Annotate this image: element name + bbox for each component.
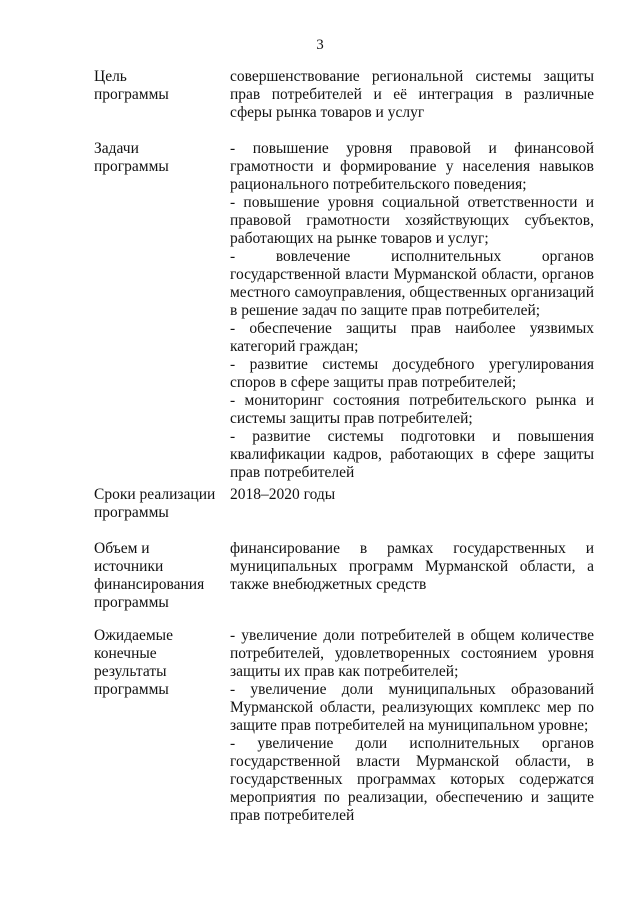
row-label-line: программы bbox=[94, 594, 169, 611]
list-item: - вовлечение исполнительных органов государственной власти Мурманской области, органов местного самоуправления, общественных организаций в решение задач по защите прав потребителей; bbox=[230, 248, 594, 319]
list-item: - развитие системы подготовки и повышения квалификации кадров, работающих в сфере защиты прав потребителей bbox=[230, 428, 594, 481]
row-label-line: программы bbox=[94, 86, 169, 103]
row-label-line: программы bbox=[94, 681, 169, 698]
row-label-line: Задачи bbox=[94, 140, 139, 157]
row-label-line: финансирования bbox=[94, 576, 205, 593]
row-label-line: программы bbox=[94, 158, 169, 175]
row-text: финансирование в рамках государственных и муниципальных программ Мурманской области, а также внебюджетных средств bbox=[230, 540, 594, 593]
list-item: - увеличение доли потребителей в общем количестве потребителей, удовлетворенных состоянием уровня защиты их прав как потребителей; bbox=[230, 627, 594, 680]
row-label-line: Сроки реализации bbox=[94, 486, 216, 503]
row-label-line: источники bbox=[94, 558, 164, 575]
row-label bbox=[94, 68, 224, 104]
list-item: - обеспечение защиты прав наиболее уязвимых категорий граждан; bbox=[230, 320, 594, 355]
row-value bbox=[230, 68, 594, 122]
row-value bbox=[230, 627, 594, 825]
row-label bbox=[94, 140, 224, 176]
page-number: 3 bbox=[316, 37, 324, 53]
list-item: - развитие системы досудебного урегулирования споров в сфере защиты прав потребителей; bbox=[230, 356, 594, 391]
list-item: - повышение уровня социальной ответственности и правовой грамотности хозяйствующих субъектов, работающих на рынке товаров и услуг; bbox=[230, 194, 594, 247]
row-text: 2018–2020 годы bbox=[230, 486, 336, 503]
row-label-line: конечные bbox=[94, 645, 157, 662]
row-label bbox=[94, 540, 224, 612]
row-value bbox=[230, 486, 594, 504]
row-label-line: результаты bbox=[94, 663, 167, 680]
row-label-line: Объем и bbox=[94, 540, 150, 557]
row-label bbox=[94, 486, 224, 522]
row-value bbox=[230, 140, 594, 482]
row-value bbox=[230, 540, 594, 594]
list-item: - мониторинг состояния потребительского рынка и системы защиты прав потребителей; bbox=[230, 392, 594, 427]
row-label-line: Цель bbox=[94, 68, 127, 85]
list-item: - повышение уровня правовой и финансовой грамотности и формирование у населения навыков рационального потребительского поведения; bbox=[230, 140, 594, 193]
row-text: совершенствование региональной системы защиты прав потребителей и её интеграция в различные сферы рынка товаров и услуг bbox=[230, 68, 594, 121]
row-label-line: Ожидаемые bbox=[94, 627, 173, 644]
row-label bbox=[94, 627, 224, 699]
list-item: - увеличение доли муниципальных образований Мурманской области, реализующих комплекс мер по защите прав потребителей на муниципальном уровне; bbox=[230, 681, 594, 734]
list-item: - увеличение доли исполнительных органов государственной власти Мурманской области, в государственных программах которых содержатся мероприятия по реализации, обеспечению и защите прав потребителей bbox=[230, 735, 594, 824]
row-label-line: программы bbox=[94, 504, 169, 521]
